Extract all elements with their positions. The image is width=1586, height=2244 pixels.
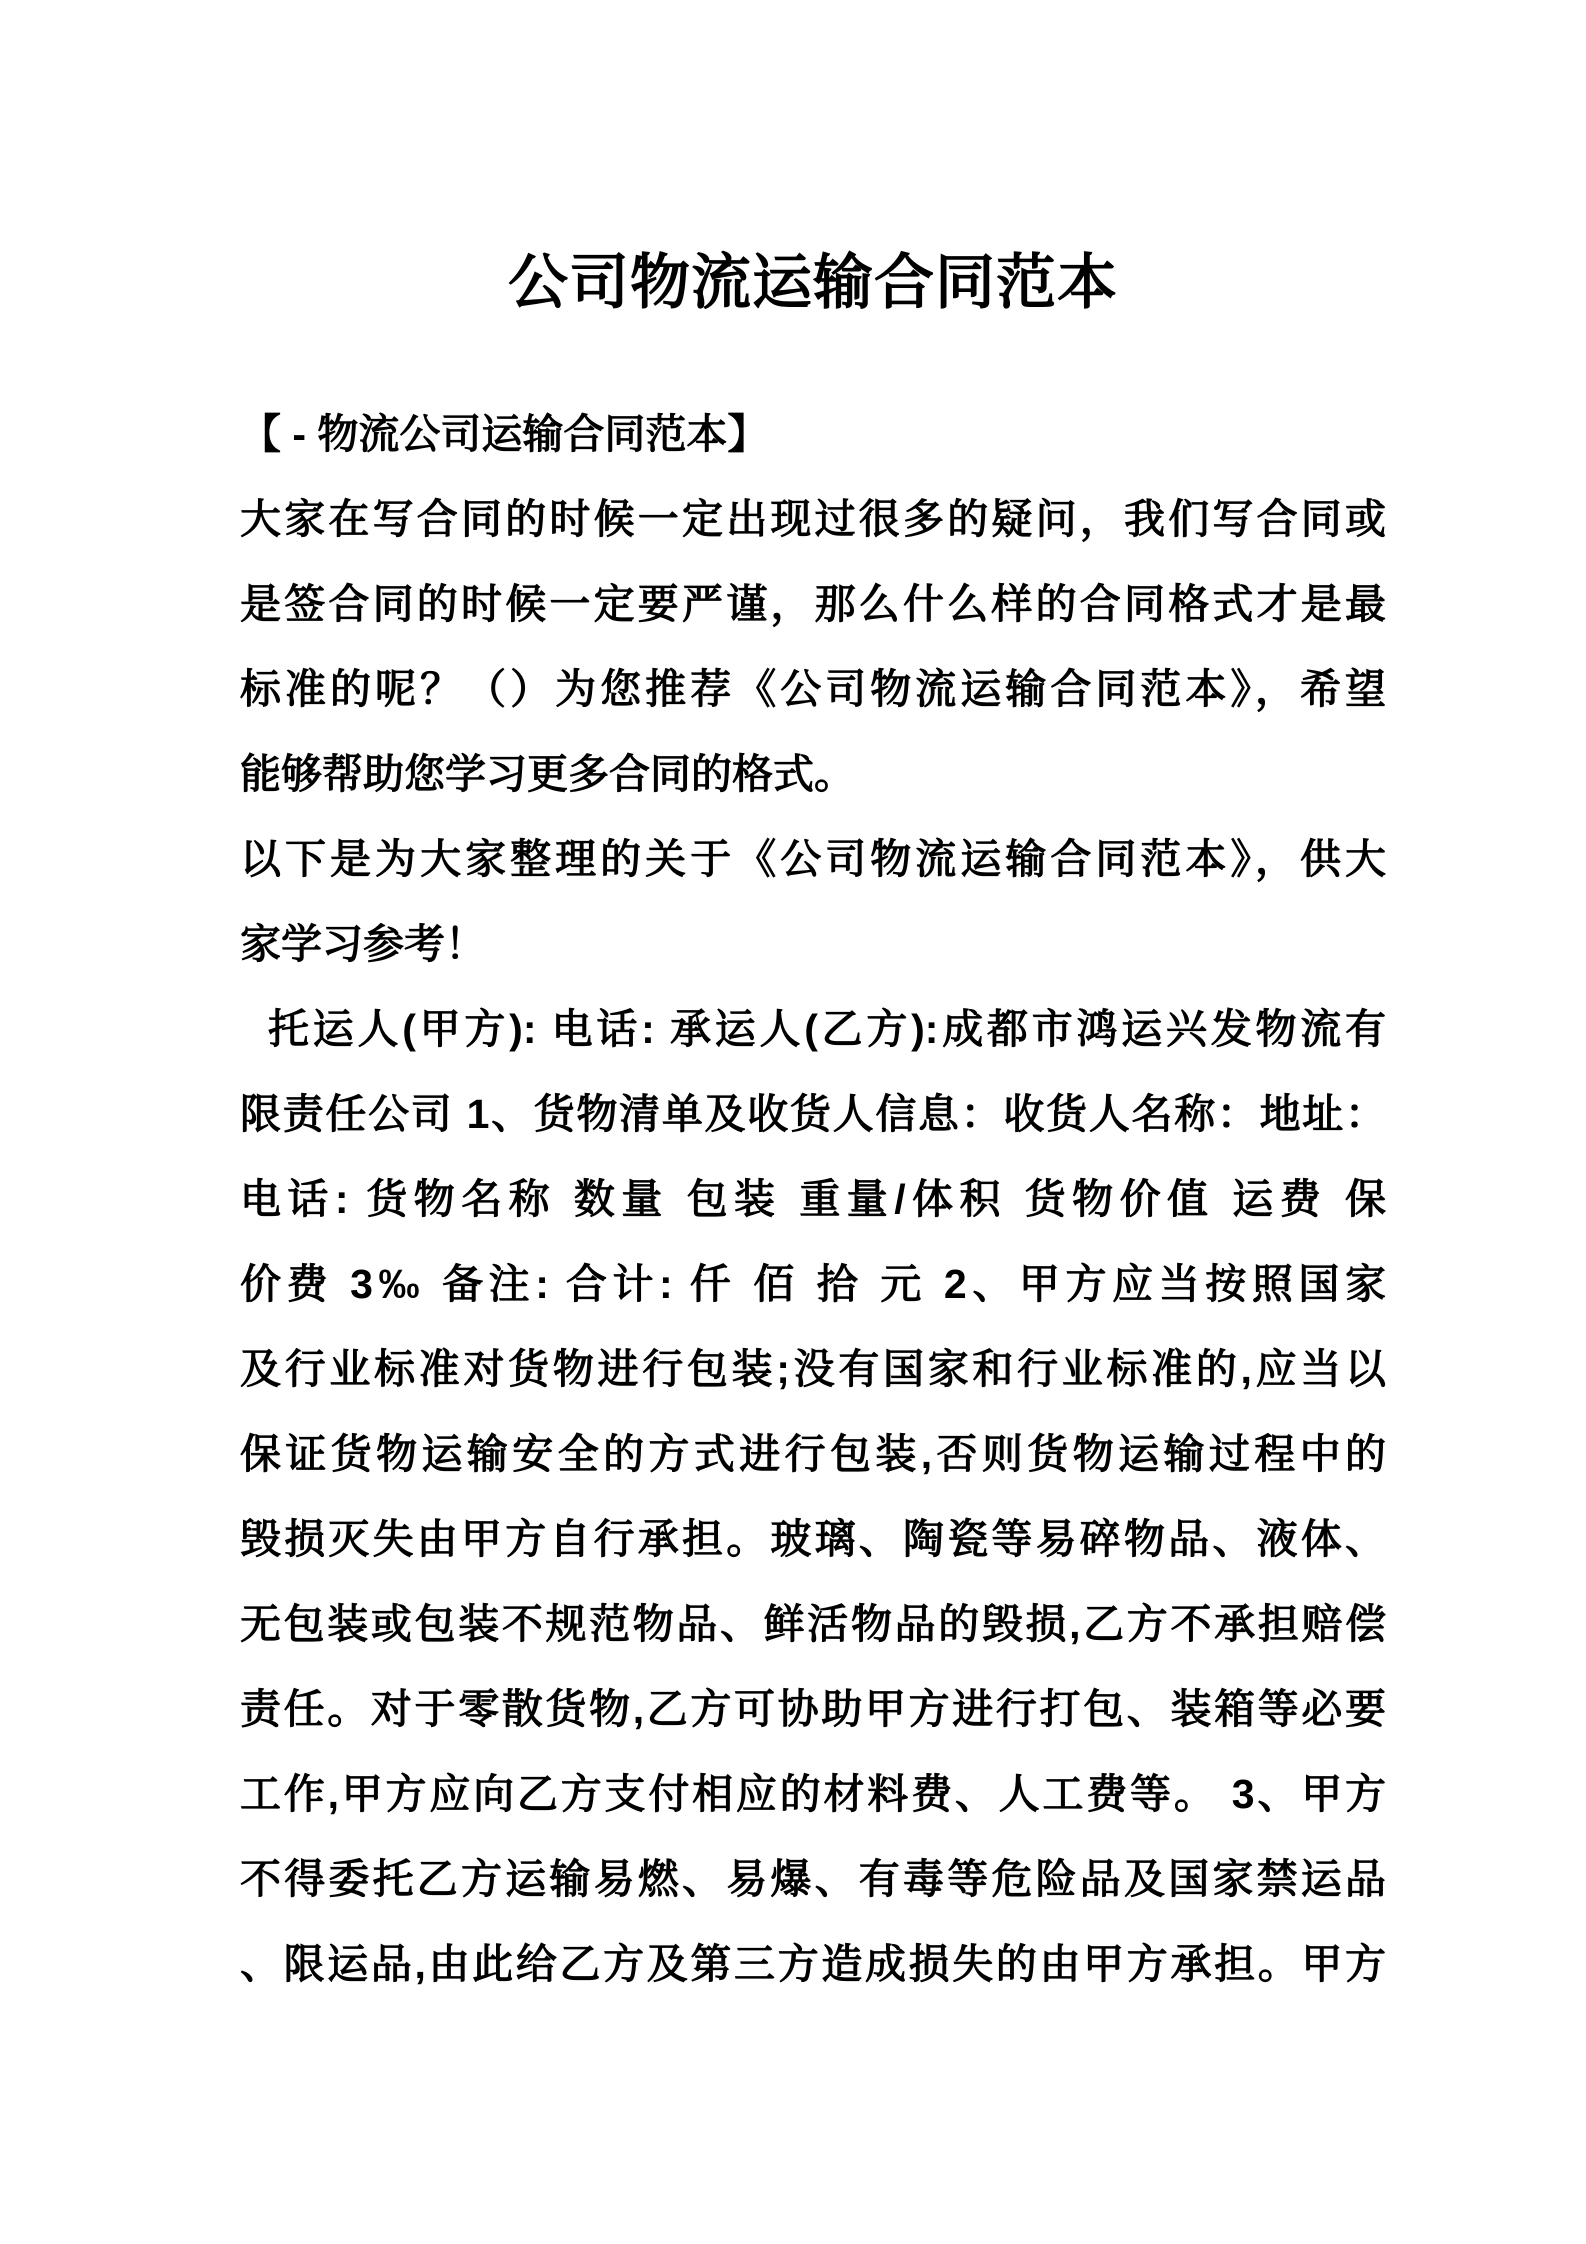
text-line: 能够帮助您学习更多合同的格式。 <box>240 751 855 797</box>
text-line: 以下是为大家整理的关于《公司物流运输合同范本》，供大 <box>240 836 1386 882</box>
text-line: 托运人(甲方): 电话: 承运人(乙方):成都市鸿运兴发物流有 <box>268 1006 1386 1052</box>
text-line: 毁损灭失由甲方自行承担。玻璃、陶瓷等易碎物品、液体、 <box>240 1516 1386 1562</box>
text-line: 责任。对于零散货物,乙方可协助甲方进行打包、装箱等必要 <box>240 1686 1386 1732</box>
text-line: 电话: 货物名称 数量 包装 重量/体积 货物价值 运费 保 <box>240 1176 1386 1222</box>
text-line: 标准的呢？（）为您推荐《公司物流运输合同范本》，希望 <box>240 666 1386 712</box>
text-line: 是签合同的时候一定要严谨，那么什么样的合同格式才是最 <box>240 581 1386 627</box>
text-line: 、限运品,由此给乙方及第三方造成损失的由甲方承担。甲方 <box>240 1941 1386 1987</box>
text-line: 及行业标准对货物进行包装;没有国家和行业标准的,应当以 <box>240 1346 1386 1392</box>
text-line: 【 - 物流公司运输合同范本】 <box>240 411 769 457</box>
text-line: 大家在写合同的时候一定出现过很多的疑问，我们写合同或 <box>240 496 1386 542</box>
document-body <box>240 392 1386 2007</box>
document-title: 公司物流运输合同范本 <box>508 249 1118 316</box>
text-line: 工作,甲方应向乙方支付相应的材料费、人工费等。 3、甲方 <box>240 1771 1386 1817</box>
text-line: 无包装或包装不规范物品、鲜活物品的毁损,乙方不承担赔偿 <box>240 1601 1386 1647</box>
text-line: 价费 3‰ 备注: 合计: 仟 佰 拾 元 2、甲方应当按照国家 <box>240 1261 1386 1307</box>
text-line: 限责任公司 1、货物清单及收货人信息：收货人名称：地址： <box>240 1091 1386 1137</box>
text-line: 保证货物运输安全的方式进行包装,否则货物运输过程中的 <box>240 1431 1386 1477</box>
text-line: 家学习参考！ <box>240 921 486 967</box>
text-line: 不得委托乙方运输易燃、易爆、有毒等危险品及国家禁运品 <box>240 1856 1386 1902</box>
